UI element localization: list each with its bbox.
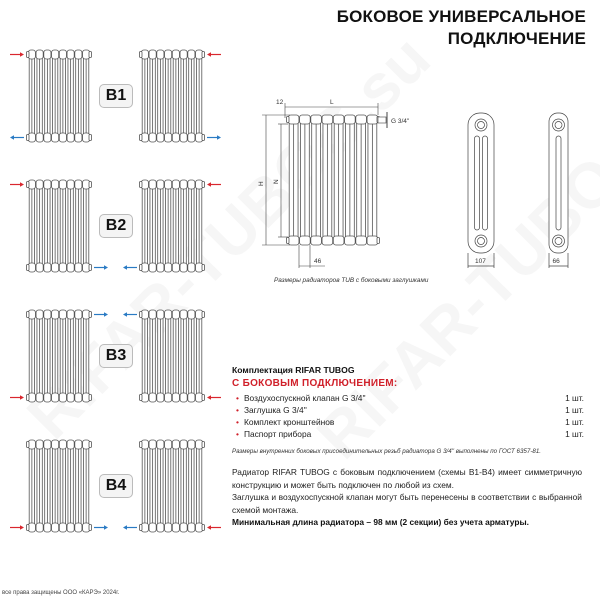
dim-length: L (330, 99, 334, 106)
description (232, 466, 582, 529)
kit-item-qty: 1 шт. (565, 429, 584, 439)
kit-section (232, 365, 584, 440)
kit-item-name: • Заглушка G 3/4'' (236, 405, 307, 415)
kit-item-name: • Комплект кронштейнов (236, 417, 335, 427)
side-view-2col-depth: 66 (552, 258, 560, 265)
radiator-icon (287, 115, 380, 245)
kit-item-qty: 1 шт. (565, 417, 584, 427)
kit-subheading: С БОКОВЫМ ПОДКЛЮЧЕНИЕМ: (232, 378, 398, 389)
dim-offset: 12 (276, 99, 284, 106)
bullet-icon: • (236, 429, 239, 439)
dim-height: H (258, 181, 265, 186)
scheme-label-b1: B1 (99, 84, 133, 108)
scheme-label-b2: B2 (99, 214, 133, 238)
bullet-icon: • (236, 417, 239, 427)
kit-item (232, 392, 584, 404)
title-line-1: БОКОВОЕ УНИВЕРСАЛЬНОЕ (336, 7, 586, 26)
scheme-label-b3: B3 (99, 344, 133, 368)
kit-item (232, 404, 584, 416)
bullet-icon: • (236, 405, 239, 415)
kit-heading: Комплектация RIFAR TUBOG (232, 365, 355, 375)
bullet-icon: • (236, 393, 239, 403)
side-view-3col-depth: 107 (475, 258, 486, 265)
description-p2: Заглушка и воздухоспускной клапан могут быть перенесены в соответствии с выбранной схемой монтажа. (232, 492, 582, 515)
side-view-2col (549, 113, 568, 268)
side-view-3col (468, 113, 494, 268)
kit-item (232, 416, 584, 428)
description-p3: Минимальная длина радиатора – 98 мм (2 секции) без учета арматуры. (232, 517, 529, 528)
dim-axis: N (273, 179, 280, 184)
thread-note: Размеры внутренних боковых присоединительных резьб радиатора G 3/4'' выполнены по ГОСТ 6357-81. (232, 448, 541, 455)
kit-item-qty: 1 шт. (565, 405, 584, 415)
dim-thread: G 3/4'' (391, 118, 410, 125)
dim-pitch: 46 (314, 258, 322, 265)
description-p1: Радиатор RIFAR TUBOG с боковым подключением (схемы B1-B4) имеет симметричную конструкцию и может быть подключен по любой из схем. (232, 467, 582, 490)
title-line-2: ПОДКЛЮЧЕНИЕ (447, 29, 586, 48)
drawing-caption: Размеры радиаторов TUB с боковыми заглушками (274, 277, 429, 284)
kit-item-qty: 1 шт. (565, 393, 584, 403)
kit-item-name: • Паспорт прибора (236, 429, 312, 439)
copyright: все права защищены ООО «КАРЭ» 2024г. (2, 590, 120, 596)
scheme-label-b4: B4 (99, 474, 133, 498)
kit-item-name: • Воздухоспускной клапан G 3/4'' (236, 393, 366, 403)
kit-item (232, 428, 584, 440)
